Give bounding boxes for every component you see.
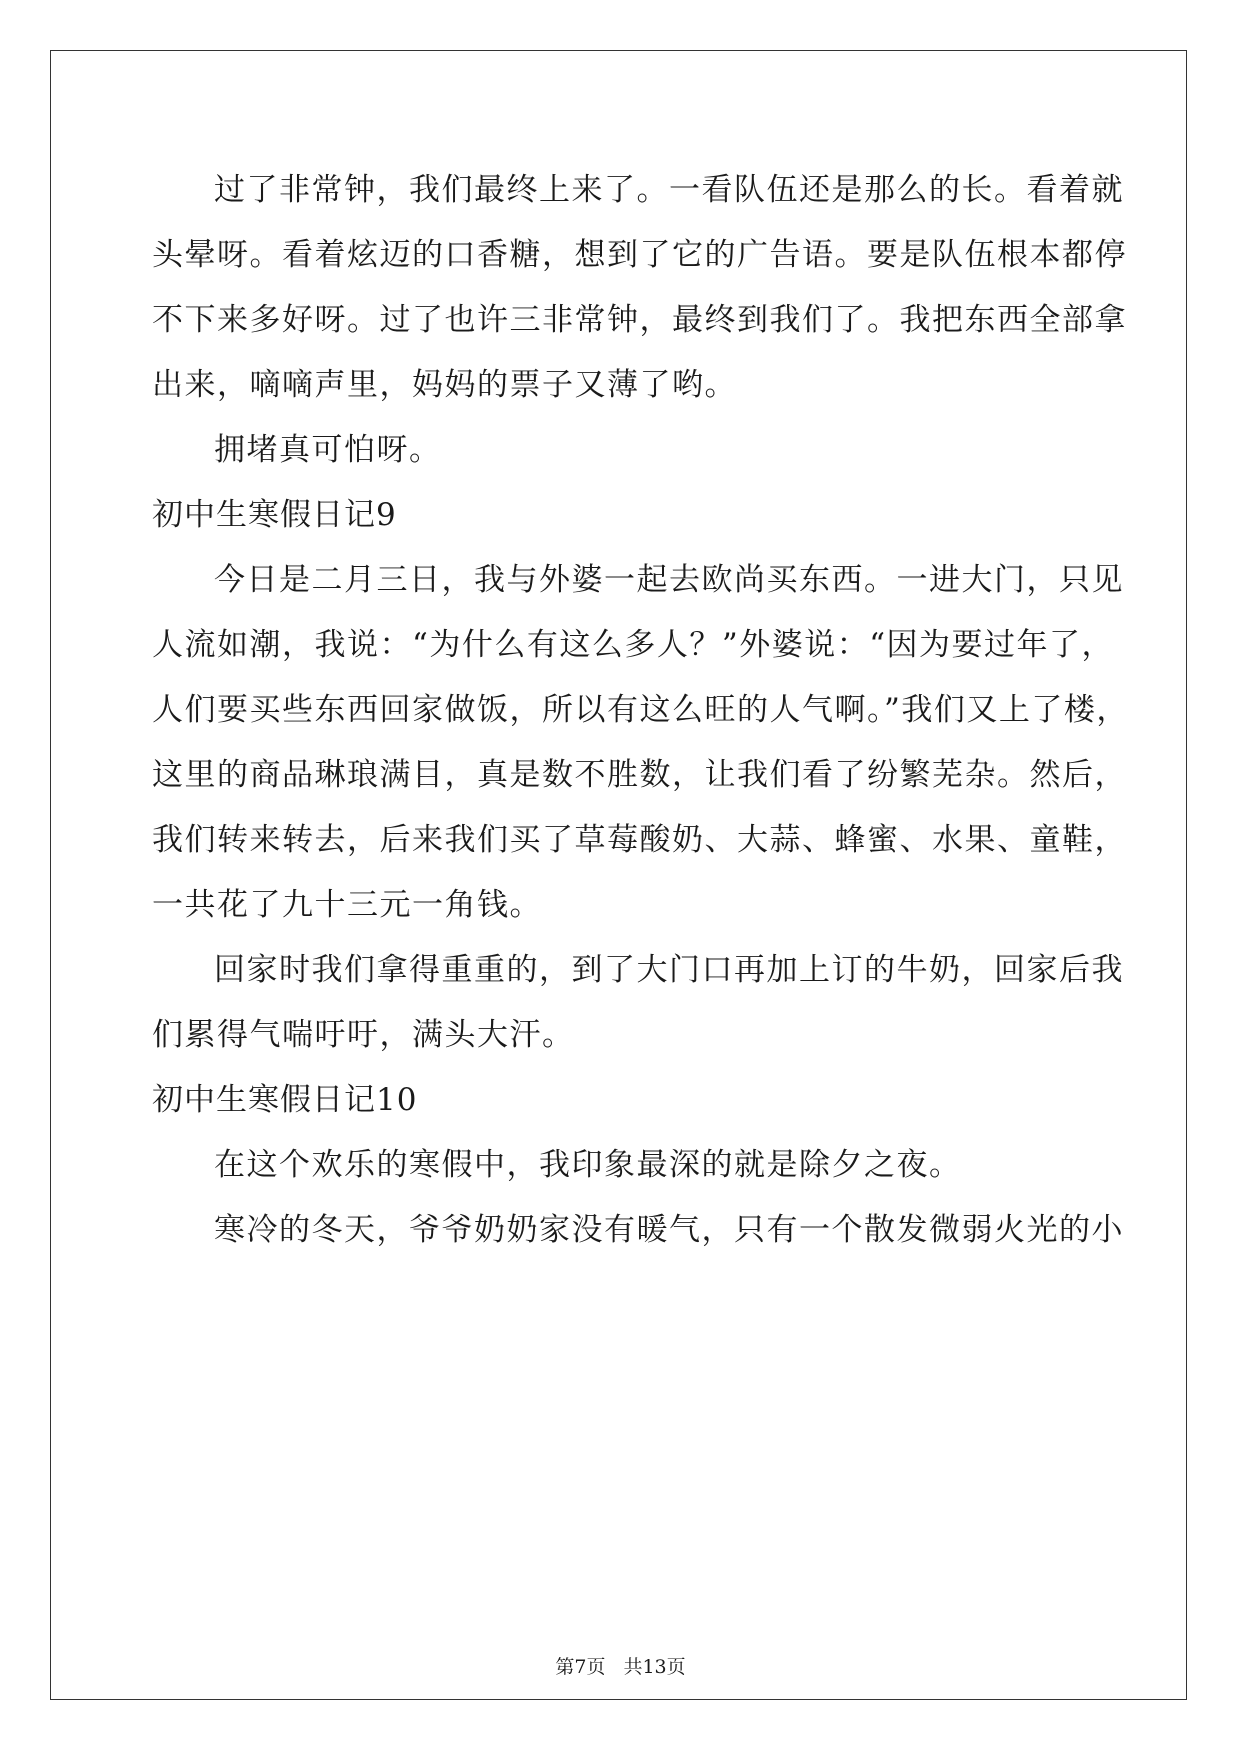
paragraph-line: 人们要买些东西回家做饭，所以有这么旺的人气啊。”我们又上了楼， (152, 692, 1129, 728)
paragraph-line: 今日是二月三日，我与外婆一起去欧尚买东西。一进大门，只见 (214, 562, 1124, 598)
paragraph-line: 回家时我们拿得重重的，到了大门口再加上订的牛奶，回家后我 (214, 952, 1124, 988)
section-heading: 初中生寒假日记9 (152, 497, 397, 533)
paragraph-line: 人流如潮，我说：“为什么有这么多人？”外婆说：“因为要过年了， (152, 627, 1115, 663)
section-heading: 初中生寒假日记10 (152, 1082, 418, 1118)
paragraph-line: 过了非常钟，我们最终上来了。一看队伍还是那么的长。看着就 (214, 172, 1124, 208)
paragraph-line: 我们转来转去，后来我们买了草莓酸奶、大蒜、蜂蜜、水果、童鞋， (152, 822, 1127, 858)
paragraph-line: 在这个欢乐的寒假中，我印象最深的就是除夕之夜。 (214, 1147, 962, 1183)
paragraph-line: 不下来多好呀。过了也许三非常钟，最终到我们了。我把东西全部拿 (152, 302, 1127, 338)
paragraph-line: 拥堵真可怕呀。 (214, 432, 442, 468)
paragraph-line: 头晕呀。看着炫迈的口香糖，想到了它的广告语。要是队伍根本都停 (152, 237, 1127, 273)
paragraph-line: 这里的商品琳琅满目，真是数不胜数，让我们看了纷繁芜杂。然后， (152, 757, 1127, 793)
page-number: 第7页 (555, 1656, 606, 1678)
paragraph-line: 寒冷的冬天，爷爷奶奶家没有暖气，只有一个散发微弱火光的小 (214, 1212, 1124, 1248)
paragraph-line: 出来，嘀嘀声里，妈妈的票子又薄了哟。 (152, 367, 737, 403)
page-total: 共13页 (623, 1656, 686, 1678)
document-body (152, 158, 1129, 1263)
paragraph-line: 们累得气喘吁吁，满头大汗。 (152, 1017, 575, 1053)
page-footer (0, 1652, 1241, 1679)
paragraph-line: 一共花了九十三元一角钱。 (152, 887, 542, 923)
